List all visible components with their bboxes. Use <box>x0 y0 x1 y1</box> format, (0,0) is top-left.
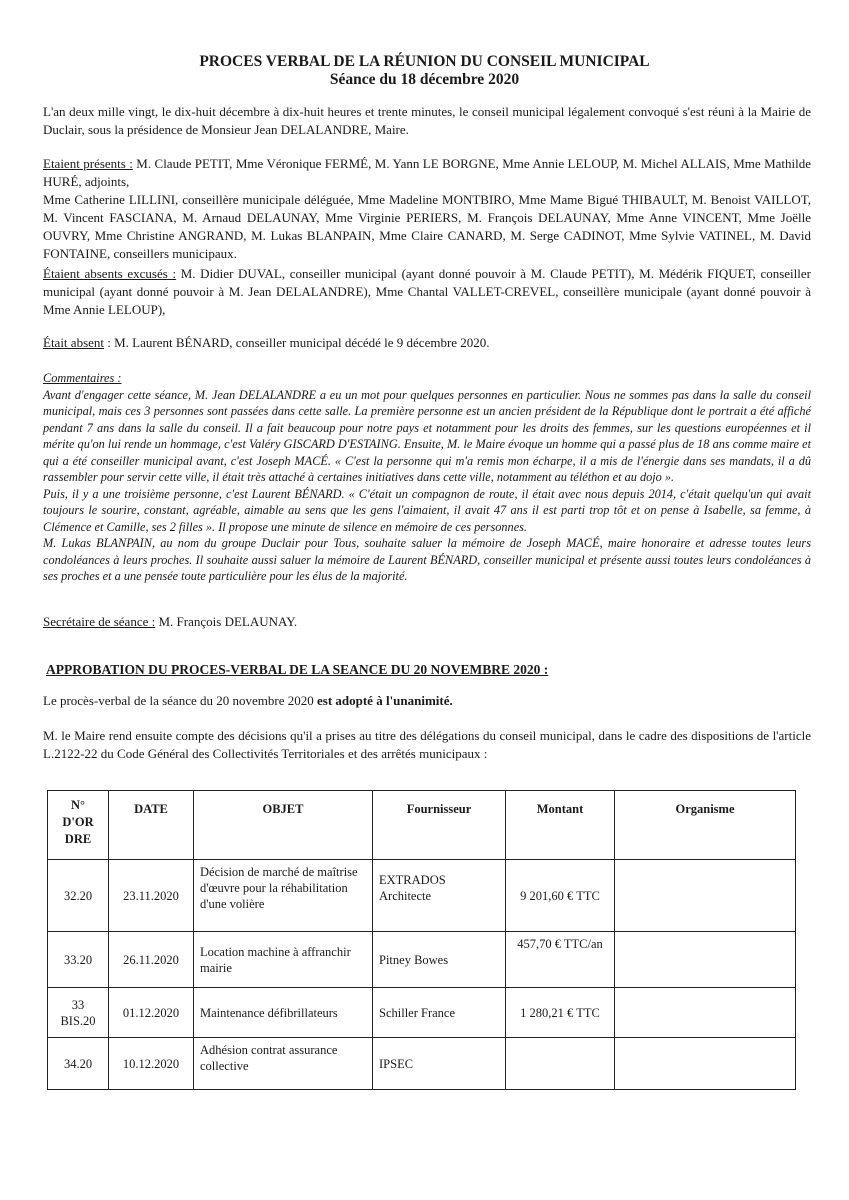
document-title: PROCES VERBAL DE LA RÉUNION DU CONSEIL MUNICIPAL <box>199 53 650 70</box>
absent-text: : M. Laurent BÉNARD, conseiller municipal décédé le 9 décembre 2020. <box>104 335 490 350</box>
cell-montant: 457,70 € TTC/an <box>506 932 615 988</box>
comments-block <box>43 370 811 585</box>
absents-excuses-paragraph <box>43 265 811 319</box>
comments-text-2: Puis, il y a une troisième personne, c'est Laurent BÉNARD. « C'était un compagnon de route, il était avec nous depuis 2014, c'était quelqu'un qui avait toujours le sourire, constant, agréable, aimable au sens que les gens l'aimaient, il avait 47 ans il est parti trop tôt et on pense à Isabelle, sa femme, à Clémence et Camille, ses 2 filles ». Il propose une minute de silence en mémoire de ces personnes. <box>43 486 811 534</box>
cell-fournisseur: Pitney Bowes <box>373 932 506 988</box>
table-row <box>48 932 796 988</box>
cell-date: 23.11.2020 <box>109 860 194 932</box>
approval-section-title: APPROBATION DU PROCES-VERBAL DE LA SEANCE DU 20 NOVEMBRE 2020 : <box>46 662 549 677</box>
decisions-intro: M. le Maire rend ensuite compte des décisions qu'il a prises au titre des délégations du conseil municipal, dans le cadre des dispositions de l'article L.2122-22 du Code Général des Collectivités Territoriales et des arrêtés municipaux : <box>43 728 811 761</box>
cell-objet: Adhésion contrat assurance collective <box>194 1038 373 1090</box>
cell-organisme <box>615 932 796 988</box>
cell-date: 26.11.2020 <box>109 932 194 988</box>
absents-excuses-label: Étaient absents excusés : <box>43 266 177 281</box>
approval-paragraph <box>43 692 811 710</box>
table-header-row <box>48 791 796 860</box>
header-no: N° D'OR DRE <box>48 791 109 860</box>
intro-paragraph: L'an deux mille vingt, le dix-huit décembre à dix-huit heures et trente minutes, le conseil municipal légalement convoqué s'est réuni à la Mairie de Duclair, sous la présidence de Monsieur Jean DELALANDRE, Maire. <box>43 104 811 137</box>
table-row <box>48 1038 796 1090</box>
table-row <box>48 988 796 1038</box>
cell-organisme <box>615 1038 796 1090</box>
cell-organisme <box>615 860 796 932</box>
header-objet: OBJET <box>194 791 373 860</box>
cell-fournisseur: Schiller France <box>373 988 506 1038</box>
decisions-table <box>47 790 796 1090</box>
cell-montant: 9 201,60 € TTC <box>506 860 615 932</box>
table-row <box>48 860 796 932</box>
header-montant: Montant <box>506 791 615 860</box>
presents-label: Etaient présents : <box>43 156 133 171</box>
cell-no: 33.20 <box>48 932 109 988</box>
secretary-name: M. François DELAUNAY. <box>155 614 298 629</box>
absent-label: Était absent <box>43 335 105 350</box>
presents-paragraph <box>43 155 811 191</box>
cell-objet: Maintenance défibrillateurs <box>194 988 373 1038</box>
cell-objet: Location machine à affranchir mairie <box>194 932 373 988</box>
presents-conseillers: Mme Catherine LILLINI, conseillère municipale déléguée, Mme Madeline MONTBIRO, Mme Mame Bigué THIBAULT, M. Benoist VAILLOT, M. Vincent FASCIANA, M. Arnaud DELAUNAY, Mme Virginie PERIERS, M. François DELAUNAY, Mme Anne VINCENT, Mme Joëlle OUVRY, Mme Christine ANGRAND, M. Lukas BLANPAIN, Mme Claire CANARD, M. Serge CADINOT, Mme Sylvie VATINEL, M. David FONTAINE, conseillers municipaux. <box>43 192 811 261</box>
session-date: Séance du 18 décembre 2020 <box>329 71 520 88</box>
absent-paragraph <box>43 334 811 352</box>
cell-objet: Décision de marché de maîtrise d'œuvre pour la réhabilitation d'une volière <box>194 860 373 932</box>
header-organisme: Organisme <box>615 791 796 860</box>
presents-adjoints: M. Claude PETIT, Mme Véronique FERMÉ, M. Yann LE BORGNE, Mme Annie LELOUP, M. Michel ALLAIS, Mme Mathilde HURÉ, adjoints, <box>43 156 812 189</box>
cell-fournisseur: IPSEC <box>373 1038 506 1090</box>
approval-text: Le procès-verbal de la séance du 20 novembre 2020 <box>43 693 317 708</box>
cell-no: 33 BIS.20 <box>48 988 109 1038</box>
comments-text-3: M. Lukas BLANPAIN, au nom du groupe Duclair pour Tous, souhaite saluer la mémoire de Joseph MACÉ, maire honoraire et adresse toutes leurs condoléances à leurs proches. Il souhaite aussi saluer la mémoire de Laurent BÉNARD, conseiller municipal et présente aussi toutes leurs condoléances à ses proches et a une pensée toute particulière pour les élus de la majorité. <box>43 536 811 583</box>
absents-excuses-text: M. Didier DUVAL, conseiller municipal (ayant donné pouvoir à M. Claude PETIT), M. Médérik FIQUET, conseiller municipal (ayant donné pouvoir à M. Jean DELALANDRE), Mme Chantal VALLET-CREVEL, conseillère municipale (ayant donné pouvoir à Mme Annie LELOUP), <box>43 266 811 317</box>
comments-label: Commentaires : <box>43 371 122 385</box>
cell-montant <box>506 1038 615 1090</box>
cell-montant: 1 280,21 € TTC <box>506 988 615 1038</box>
cell-no: 34.20 <box>48 1038 109 1090</box>
cell-date: 10.12.2020 <box>109 1038 194 1090</box>
cell-no: 32.20 <box>48 860 109 932</box>
secretary-paragraph <box>43 613 811 631</box>
cell-fournisseur: EXTRADOS Architecte <box>373 860 506 932</box>
approval-result: est adopté à l'unanimité. <box>316 693 453 708</box>
cell-date: 01.12.2020 <box>109 988 194 1038</box>
comments-text-1: Avant d'engager cette séance, M. Jean DELALANDRE a eu un mot pour quelques personnes en particulier. Nous ne sommes pas dans la salle du conseil municipal, mais ces 3 personnes sont passées dans cette salle. La première personne est un ancien président de la République dont le portrait a été affiché pendant 7 ans dans la salle du conseil. Il a fait beaucoup pour notre pays et notamment pour les droits des femmes, sur les questions européennes et il mérite qu'on lui rende un hommage, c'est Valéry GISCARD D'ESTAING. Ensuite, M. le Maire évoque un homme qui a passé plus de 18 ans comme maire et qui a été conseiller municipal avant, c'est Joseph MACÉ. « C'est la personne qui m'a remis mon écharpe, il a mis de l'énergie dans ses mandats, il a dû rassembler pour servir cette ville, il était très attaché à certaines initiatives dans cette ville, notamment au téléthon et au dojo ». <box>43 387 811 484</box>
secretary-label: Secrétaire de séance : <box>43 614 156 629</box>
header-fournisseur: Fournisseur <box>373 791 506 860</box>
header-date: DATE <box>109 791 194 860</box>
cell-organisme <box>615 988 796 1038</box>
